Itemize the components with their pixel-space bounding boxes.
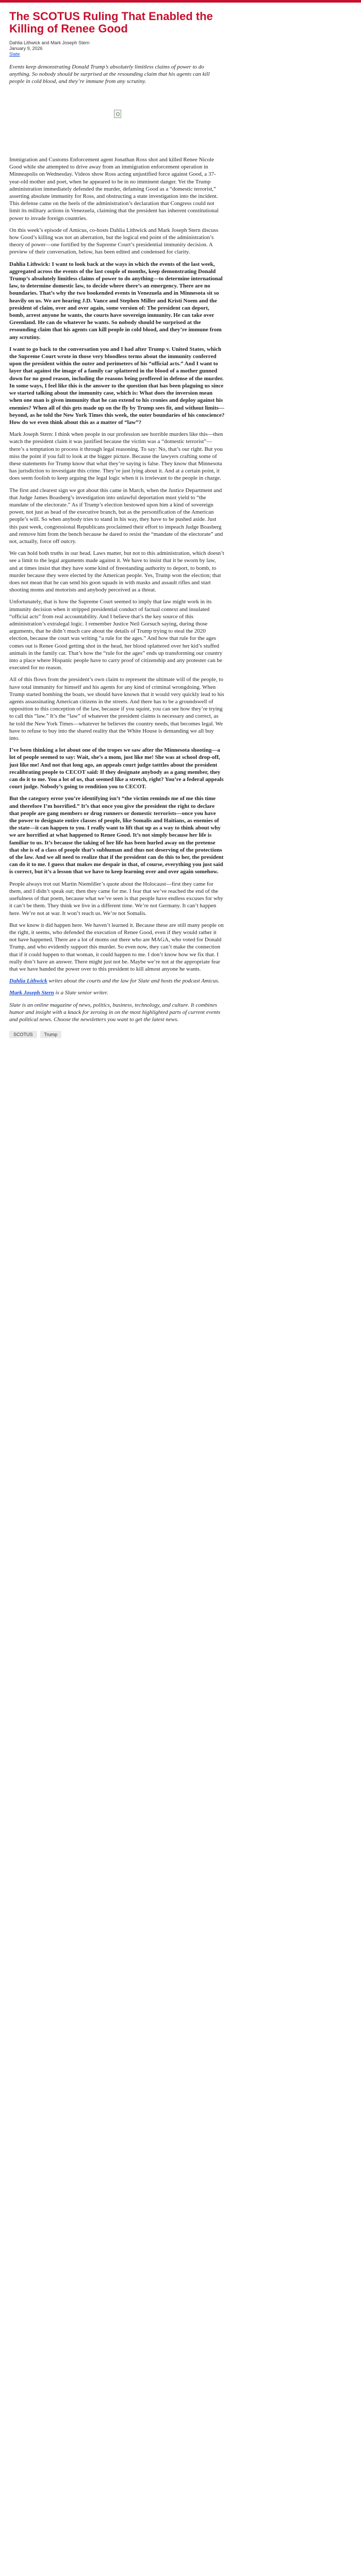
question-paragraph: Dahlia Lithwick: I want to look back at the ways in which the events of the last week, aggregated across the events of the last couple of months, keep demonstrating Donald Trump’s absolutely limitless claims of power to do anything—to determine international law, to determine domestic law, to decide where there’s an emergency. There are no boundaries. That’s why the two bookended events in Venezuela and in Minnesota sit so heavily on us. We are hearing J.D. Vance and Stephen Miller and Kristi Noem and the president of claim, over and over again, some version of: The president can deport, bomb, arrest anyone he wants, the courts have sovereign immunity. He can take over Greenland. He can do whatever he wants. So nobody should be surprised at the resounding claim that his agents can kill people in cold blood, and they’re immune from any scrutiny.	[9, 261, 223, 341]
author-name-link[interactable]: Dahlia Lithwick	[9, 978, 47, 985]
broken-image-icon	[114, 110, 121, 118]
bio-paragraph	[9, 977, 225, 985]
byline-source-link[interactable]: Slate	[9, 52, 20, 57]
question-paragraph: I want to go back to the conversation you and I had after Trump v. United States, which the Supreme Court wrote in those very bloodless terms about the immunity conferred upon the president within the outer and perimeters of his “official acts.” And I want to layer that against the image of a family car splattered in the blood of a mother gunned down for no good reason, including the reasons being proffered in defense of the murder. In some ways, I feel like this is the answer to the question that has been plaguing us since we started talking about the immunity case, which is: What does the inversion mean when one man is given immunity that he can extend to his cronies and deploy against his enemies? When all of this gets made up on the fly by Trump sees fit, and without limits—beyond, as he told the New York Times this week, the outer boundaries of his conscience? How do we even think about this as a matter of “law”?	[9, 346, 225, 426]
article-dek: Events keep demonstrating Donald Trump’s absolutely limitless claims of power to do anything. So nobody should be surprised at the resounding claim that his agents can kill people in cold blood, and they’re immune from any scrutiny.	[9, 64, 210, 84]
body-paragraph: Unfortunately, that is how the Supreme Court seemed to imply that law might work in its immunity decision when it stripped presidential conduct of factual context and insulated “official acts” from real accountability. And I believe that’s the key source of this administration’s extralegal logic. I remember Justice Neil Gorsuch saying, during those arguments, that he didn’t much care about the details of Trump trying to steal the 2020 election, because the court was writing “a rule for the ages.” And how that rule for the ages comes out is Renee Good getting shot in the head, her blood splattered over her kid’s stuffed animals in the family car. That’s how the “rule for the ages” ends up transforming our country into a place where Hispanic people have to carry proof of citizenship and any protester can be executed for no reason.	[9, 599, 223, 671]
bio-paragraph	[9, 1002, 225, 1024]
bio-text: is a Slate senior writer.	[55, 990, 108, 996]
byline-authors: Dahlia Lithwick and Mark Joseph Stern	[9, 40, 90, 45]
body-paragraph: All of this flows from the president’s own claim to represent the ultimate will of the people, to have total immunity for himself and his agents for any kind of criminal wrongdoing. When Trump started bombing the boats, we should have known that it would very quickly lead to his agents assassinating American citizens in the streets. And there has to be a groundswell of opposition to this conception of the law, because if you squint, you can see how they’re trying to call this “law.” It’s the “law” of whatever the president claims is necessary and correct, as he told the New York Times—whatever he believes the country needs, that becomes legal. We have to refuse to buy into the shared reality that the White House is demanding we all buy into.	[9, 676, 224, 742]
tag-chip[interactable]: Trump	[40, 1031, 62, 1038]
body-paragraph: We can hold both truths in our head. Laws matter, but not to this administration, which doesn’t see a limit to the legal arguments made against it. We have to insist that it be sworn by law, and at times insist that they have some kind of freestanding authority to deport, to bomb, to murder because they were elected by the American people. Yes, Trump won the election; that does not mean that he can send his goon squads in with masks and assault rifles and start shooting moms and motorists and anybody perceived as a threat.	[9, 550, 224, 594]
body-paragraph: Immigration and Customs Enforcement agent Jonathan Ross shot and killed Renee Nicole Good while she attempted to drive away from an immigration enforcement operation in Minneapolis on Wednesday. Videos show Ross acting unjustified force against Good, a 37-year-old mother and poet, when he appeared to be in no imminent danger. Yet the Trump administration immediately defended the murder, defaming Good as a “domestic terrorist,” asserting absolute immunity for Ross, and obstructing a state investigation into the incident. This defense came on the heels of the administration’s declaration that Congress could not limit its military actions in Venezuela, claiming that the president has inherent constitutional power to invade foreign countries.	[9, 157, 219, 222]
author-name-link[interactable]: Mark Joseph Stern	[9, 990, 54, 996]
author-bio	[9, 977, 225, 1023]
article-body	[9, 156, 225, 973]
question-paragraph: I’ve been thinking a lot about one of the tropes we saw after the Minnesota shooting—a lot of people seemed to say: Wait, she’s a mom, just like me! She was at school drop-off, just like me! And not that long ago, an appeals court judge tatttles about the president recalibrating people to CECOT said: If they designate anybody as a gang member, they can do it to me. You a lot of us, that seemed like a stretch, right? You’re a federal appeals court judge. Nobody’s going to rendition you to CECOT.	[9, 747, 224, 790]
hero-image	[67, 89, 168, 151]
body-paragraph: Mark Joseph Stern: I think when people in our profession see horrible murders like this—then watch the president claim it was justified because the victim was a “domestic terrorist”—there’s a temptation to process it through legal reasoning. To say: No, that’s our right. But you miss the point if you fall to look at the bigger picture. Because the lawyers crafting some of these statements for Trump know that what they’re saying is false. They know that Minnesota has jurisdiction to investigate this crime. They’re just lying about it. And at a certain point, it does seem foolish to keep arguing the legal logic when it is irrelevant to the people in charge.	[9, 431, 223, 482]
bio-text: Slate is an online magazine of news, politics, business, technology, and culture. It combines humor and insight with a knack for zeroing in on the most highlighted parts of current events and political news. Choose the newsletters you want to get the latest news.	[9, 1002, 221, 1023]
body-paragraph: The first and clearest sign we got about this came in March, when the Justice Department and that Judge James Boasberg’s investigation into unlawful deportation must yield to “the mandate of the electorate.” As if Trump’s election bestowed upon him a kind of sovereign power, not just as head of the executive branch, but as the personification of the American people’s will. So when anybody tries to stand in his way, they have to be pushed aside. Just this past week, congressional Republicans proclaimed their effort to impeach Judge Boasberg and remove him from the bench because he dared to resist the “mandate of the electorate” and not, actually, force off outcry.	[9, 487, 223, 545]
body-paragraph: On this week’s episode of Amicus, co-hosts Dahlia Lithwick and Mark Joseph Stern discuss how Good’s killing was not an aberration, but the logical end point of the administration’s theory of power—one fortified by the Supreme Court’s presidential immunity decision. A preview of their conversation, below, has been edited and condensed for clarity.	[9, 227, 219, 256]
top-accent-bar	[0, 0, 361, 3]
question-paragraph: But the category error you’re identifying isn’t “the victim reminds me of me this time and therefore I’m horrified.” It’s that once you give the president the right to declare that people are gang members or drug runners or domestic terrorists—once you have the power to designate entire classes of people, like Somalis and Haitians, as enemies of the state—it can happen to you. I really want to lift that up as a way to think about why we are horrified at what happened to Renee Good. It’s not simply because her life is familiar to us. It’s because the taking of her life has been hurled away on the pretense that she is of a class of people that’s subhuman and thus not deserving of the protections of the law. And we all need to realize that if the president can do this to her, the president can do it to me. I guess that makes me despair in that, of course, everything you just said is correct, but it’s a lesson that we have to keep learning over and over again somehow.	[9, 795, 224, 875]
tag-chip[interactable]: SCOTUS	[9, 1031, 37, 1038]
byline-date: January 9, 2026	[9, 46, 43, 51]
article-title: The SCOTUS Ruling That Enabled the Killing of Renee Good	[9, 10, 213, 35]
article	[9, 8, 225, 1039]
byline	[9, 40, 225, 57]
bio-paragraph	[9, 989, 225, 996]
body-paragraph: People always trot out Martin Niemöller’s quote about the Holocaust—first they came for them, and I didn’t speak out; then they came for me. I fear that we’ve reached the end of the usefulness of that poem, because what we’ve seen is that people have endless excuses for why it can’t be them. They think we live in a different time. We’re not Germany. It can’t happen here. We’re not at war. It won’t reach us. We’re not Somalis.	[9, 880, 223, 917]
body-paragraph: But we know it did happen here. We haven’t learned it. Because these are still many people on the right, it seems, who defended the execution of Renee Good, even if they would rather it not have happened. There are a lot of moms out there who are MAGA, who voted for Donald Trump, and who evidently support this murder. So even now, they can’t make the connection that if it could happen to that woman, it could happen to me. I don’t know how we fix that. I really don’t have an answer. There might just not be. Maybe we’re not at the appropriate fear that we have handed the power over to this president to kill almost anyone he wants.	[9, 922, 224, 972]
bio-text: writes about the courts and the law for Slate and hosts the podcast Amicus.	[48, 978, 220, 985]
tag-list	[9, 1029, 225, 1039]
